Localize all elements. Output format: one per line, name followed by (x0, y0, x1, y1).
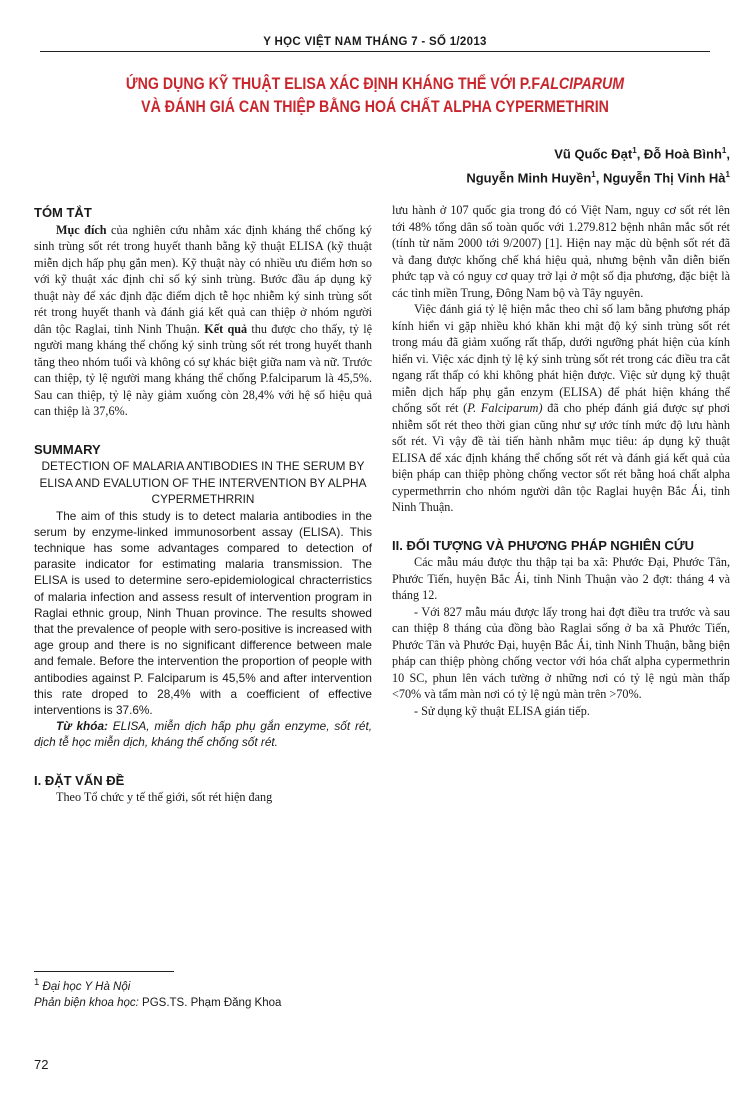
keywords (34, 718, 372, 750)
paragraph-2-text: Việc đánh giá tỷ lệ hiện mắc theo chỉ số lam bằng phương pháp kính hiển vi gặp nhiều khó khăn khi mật độ ký sinh trùng sốt rét trong máu đã giảm xuống rất thấp, dưới ngưỡng phát hiện của kính hiển vi. Việc xác định tỷ lệ ký sinh trùng sốt rét trong các điều tra cắt ngang rất thấp có khi không phát hiện được. Việc sử dụng kỹ thuật miễn dịch hấp phụ gắn enzym (ELISA) để phát hiện kháng thể chống sốt rét ( (392, 302, 730, 415)
abstract-vi-body (34, 222, 372, 420)
species-name: P. Falciparum) (467, 401, 543, 415)
objective-label: Mục đích (56, 222, 107, 237)
affiliation-text: Đại học Y Hà Nội (39, 980, 131, 993)
results-label: Kết quả (204, 321, 248, 336)
section-1-paragraph-1-continued: lưu hành ở 107 quốc gia trong đó có Việt Nam, nguy cơ sốt rét lên tới 48% tổng dân số toàn quốc với 1.279.812 bệnh nhân mắc sốt rét (tính từ năm 2000 tới 9/2007) [1]. Hiện nay mặc dù bệnh sốt rét đã và đang được khống chế khá hiệu quả, nhưng bệnh vẫn diễn biến phức tạp và có nguy cơ quay trở lại ở một số địa phương, đặc biệt là các tỉnh miền Trung, Đông Nam bộ và Tây nguyên. (392, 203, 730, 300)
summary-heading: SUMMARY (34, 441, 101, 457)
author-name: Đỗ Hoà Bình (643, 146, 722, 162)
author-line-2: Nguyễn Minh Huyền$^1$, Nguyễn Thị Vinh $Hà^1$ (466, 170, 730, 186)
header-rule (40, 51, 710, 52)
author-list (270, 140, 730, 189)
footnotes (34, 975, 634, 1011)
article-title (87, 73, 663, 119)
keywords-text: ELISA, miễn dịch hấp phụ gắn enzyme, sốt rét, dịch tễ học miễn dịch, kháng thể chống sốt rét. (34, 719, 372, 750)
author-name: Nguyễn Thị Vinh Hà (602, 170, 726, 186)
left-column (34, 205, 372, 806)
author-affiliation-mark: 1 (725, 170, 730, 180)
author-name: Nguyễn Minh Huyền (466, 170, 592, 186)
title-line-1-italic: ALCIPARUM (540, 75, 625, 93)
objective-text: của nghiên cứu nhằm xác định kháng thể chống ký sinh trùng sốt rét trong huyết thanh bằng kỹ thuật ELISA (kỹ thuật miễn dịch hấp phụ gắn men). Kỹ thuật này có nhiều ưu điểm hơn so với kỹ thuật xác định chỉ số ký sinh trùng. Bước đầu áp dụng kỹ thuật này để xác định đặc điểm dịch tễ học nhiễm ký sinh trùng sốt rét trong huyết thanh và đánh giá kết quả can thiệp ở nhóm người dân tộc Raglai, tỉnh Ninh Thuận. (34, 222, 372, 336)
section-2-paragraph-3: - Sử dụng kỹ thuật ELISA gián tiếp. (414, 703, 590, 718)
reviewer-label: Phản biện khoa học: (34, 996, 139, 1009)
section-1-paragraph-1-start: Theo Tổ chức y tế thế giới, sốt rét hiện đang (56, 790, 273, 805)
section-2-paragraph-1: Các mẫu máu được thu thập tại ba xã: Phước Đại, Phước Tân, Phước Tiến, huyện Bắc Ái, tỉnh Ninh Thuận vào 2 đợt: tháng 4 và tháng 12. (392, 555, 730, 602)
results-text: thu được cho thấy, tỷ lệ người mang kháng thể chống ký sinh trùng sốt rét trong huyết thanh tăng theo nhóm tuổi và không có sự khác biệt giữa nam và nữ. Trước can thiệp, tỷ lệ người mang kháng thể chống P.falciparum là 45,5%. Sau can thiệp, tỷ lệ này giảm xuống còn 28,4% với hệ số hiệu quả can thiệp là 37,6%. (34, 321, 372, 418)
title-line-1 (87, 73, 663, 96)
section-1-heading: I. ĐẶT VẤN ĐỀ (34, 772, 125, 788)
page-number: 72 (34, 1057, 49, 1072)
summary-body: The aim of this study is to detect malaria antibodies in the serum by enzyme-linked immunosorbent assay (ELISA). This technique has some advantages compared to detection of parasite indicator for estimating malaria transmission. The ELISA is used to determine sero-epidemiological chracterristics of malaria infection and assess result of intervention program in Raglai ethnic group, Ninh Thuan province. The results showed that the prevalence of people with sero-positive is increased with age group and there is no significant difference between male and female. Before the intervention the proportion of people with antibodies against P. Falciparum is 45,5% and after intervention this rate droped to 28,4% with a coefficient of effective interventions is 37.6%. (34, 508, 372, 717)
author-line-1: Vũ Quốc Đạt$^1$, Đỗ Hoà Bình$^1$, (554, 146, 730, 162)
reviewer-name: PGS.TS. Phạm Đăng Khoa (138, 996, 282, 1009)
spacer (34, 751, 372, 773)
abstract-vi-heading: TÓM TẮT (34, 205, 92, 220)
keywords-label: Từ khóa: (56, 719, 108, 734)
author-affiliation-mark: 1 (632, 146, 637, 155)
footnote-mark: 1 (34, 977, 40, 988)
author-name: Vũ Quốc Đạt (554, 146, 633, 162)
author-affiliation-mark: 1 (721, 146, 727, 155)
spacer (392, 516, 730, 538)
summary-subtitle: DETECTION OF MALARIA ANTIBODIES IN THE SERUM BY ELISA AND EVALUTION OF THE INTERVENTION BY ALPHA CYPERMETHRRIN (39, 459, 367, 506)
right-column (392, 202, 730, 719)
footnote-reviewer (34, 995, 634, 1011)
title-line-2: VÀ ĐÁNH GIÁ CAN THIỆP BẰNG HOÁ CHẤT ALPHA CYPERMETHRIN (141, 98, 609, 116)
running-head: Y HỌC VIỆT NAM THÁNG 7 - SỐ 1/2013 (263, 36, 487, 48)
author-affiliation-mark: 1 (591, 170, 596, 180)
section-2-paragraph-2: - Với 827 mẫu máu được lấy trong hai đợt điều tra trước và sau can thiệp 8 tháng của đồng bào Raglai sống ở ba xã Phước Tiến, Phước Tân và Phước Đại, huyện Bắc Ái, tỉnh Ninh Thuận, bằng biện pháp can thiệp phòng chống vector với hóa chất alpha cypermethrin 10 SC, phun lên vách tường ở những nơi có tỷ lệ ngủ màn thấp <70% và tẩm màn nơi có tỷ lệ ngủ màn trên >70%. (392, 604, 730, 701)
title-line-1-text: ỨNG DỤNG KỸ THUẬT ELISA XÁC ĐỊNH KHÁNG THỂ VỚI P.F (125, 75, 541, 93)
footnote-rule (34, 971, 174, 972)
section-1-paragraph-2 (392, 301, 730, 516)
footnote-affiliation (34, 975, 634, 995)
spacer (34, 420, 372, 442)
paragraph-2-end: đã cho phép đánh giá được sự phơi nhiễm sốt rét theo thời gian cũng như sự ước tính mức độ lưu hành sốt rét. Vì vậy đề tài tiến hành nhằm mục tiêu: áp dụng kỹ thuật ELISA để xác định kháng thể chống sốt rét và đánh giá kết quả của biện pháp can thiệp phòng chống vector sốt rét bằng hoá chất alpha cypermethrrin cho nhóm người dân tộc Raglai huyện Bắc Ái, tỉnh Ninh Thuận. (392, 401, 730, 514)
section-2-heading: II. ĐỐI TƯỢNG VÀ PHƯƠNG PHÁP NGHIÊN CỨU (392, 537, 695, 553)
